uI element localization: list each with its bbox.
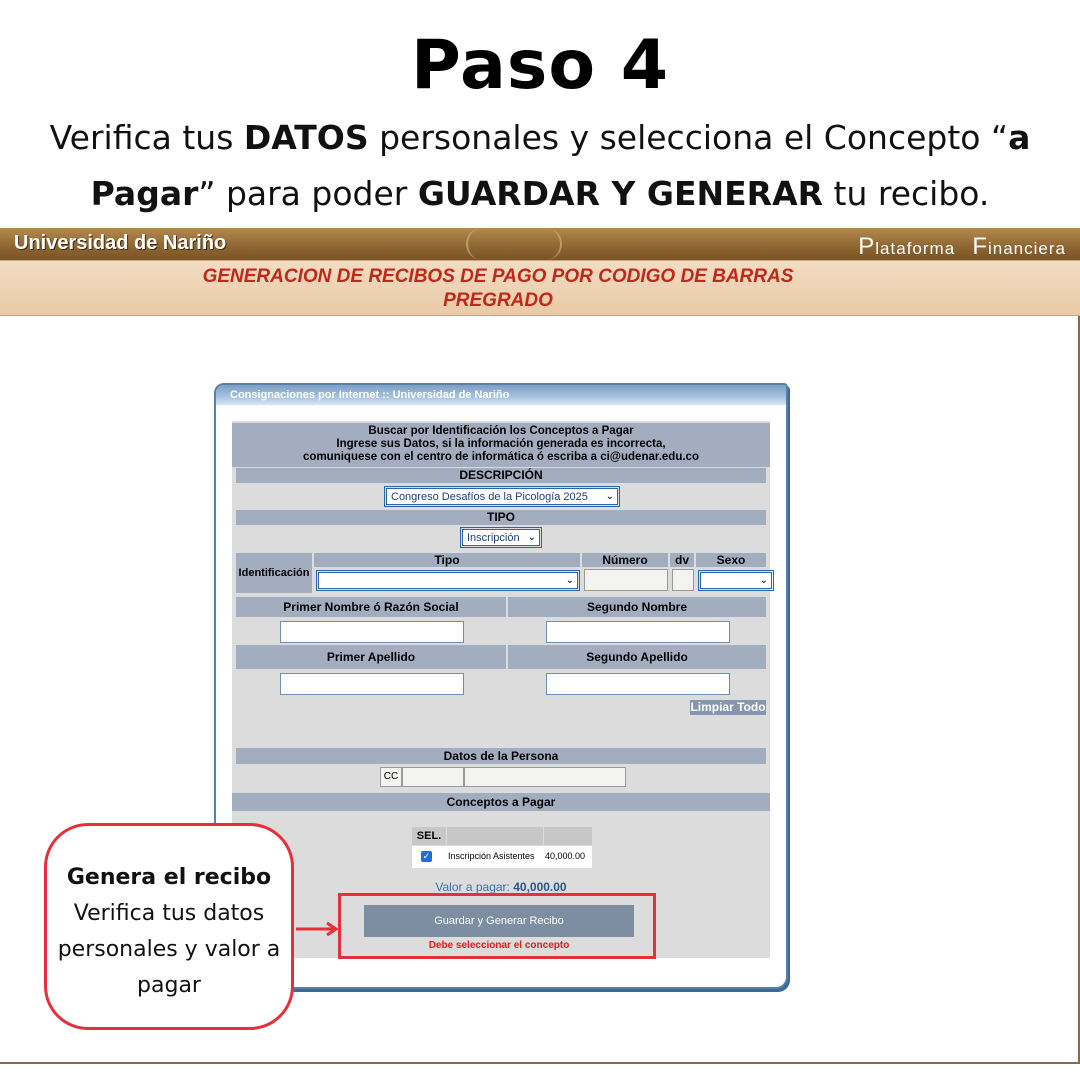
chevron-down-icon: ⌄: [565, 575, 574, 586]
descripcion-select[interactable]: Congreso Desafíos de la Picología 2025 ⌄: [386, 488, 618, 505]
sel-header: SEL.: [412, 827, 446, 845]
window-title: Consignaciones por Internet :: Universidad de Nariño: [216, 385, 786, 405]
concepto-value: 40,000.00: [545, 851, 586, 861]
col-dv: dv: [670, 553, 694, 567]
sexo-select[interactable]: [700, 572, 772, 589]
limpiar-todo-button[interactable]: Limpiar Todo: [690, 700, 766, 714]
col-numero: Número: [582, 553, 668, 567]
doc-type-field: CC: [380, 767, 402, 787]
generation-title-band: [0, 260, 1080, 316]
concept-warning: Debe seleccionar el concepto: [428, 940, 570, 951]
step-title: Paso 4: [410, 26, 670, 105]
callout-line-3: pagar: [137, 973, 201, 998]
segundo-apellido-input[interactable]: [546, 673, 730, 695]
conceptos-label: Conceptos a Pagar: [232, 793, 770, 811]
arrow-right-icon: [296, 922, 340, 936]
id-type-select[interactable]: [318, 572, 578, 589]
portal-banner: [0, 228, 1080, 260]
generation-title: GENERACION DE RECIBOS DE PAGO POR CODIGO DE BARRAS PREGRADO: [202, 266, 794, 311]
concepto-name: Inscripción Asistentes: [448, 851, 535, 861]
descripcion-label: DESCRIPCIÓN: [236, 468, 766, 483]
intro-text: Buscar por Identificación los Conceptos a Pagar Ingrese sus Datos, si la información generada es incorrecta, comuniquese con el centro de informática ó escriba a ci@udenar.edu.co: [232, 423, 770, 467]
doc-number-field[interactable]: [402, 767, 464, 787]
callout-line-2: personales y valor a: [57, 937, 281, 962]
primer-apellido-input[interactable]: [280, 673, 464, 695]
id-dv-input[interactable]: [672, 569, 694, 591]
guardar-generar-button[interactable]: Guardar y Generar Recibo: [364, 905, 634, 937]
university-logo-text[interactable]: Universidad de Nariño: [14, 232, 227, 254]
callout-line-1: Verifica tus datos: [73, 901, 265, 926]
valor-a-pagar: Valor a pagar: 40,000.00: [435, 880, 567, 894]
identificacion-label: Identificación: [236, 553, 312, 593]
platform-title: Plataforma Financiera: [858, 233, 1066, 260]
tipo-label: TIPO: [236, 510, 766, 525]
concepto-checkbox[interactable]: ✓: [422, 851, 431, 861]
primer-apellido-label: Primer Apellido: [236, 645, 506, 669]
chevron-down-icon: ⌄: [527, 532, 536, 543]
chevron-down-icon: ⌄: [605, 491, 614, 502]
primer-nombre-input[interactable]: [280, 621, 464, 643]
concepto-name-header: [447, 827, 543, 845]
datos-persona-label: Datos de la Persona: [236, 748, 766, 764]
concepto-value-header: [544, 827, 592, 845]
person-name-field[interactable]: [464, 767, 626, 787]
col-tipo: Tipo: [314, 553, 580, 567]
col-sexo: Sexo: [696, 553, 766, 567]
primer-nombre-label: Primer Nombre ó Razón Social: [236, 597, 506, 617]
university-seal-icon: [466, 228, 562, 260]
callout-title: Genera el recibo: [66, 865, 272, 890]
segundo-nombre-label: Segundo Nombre: [508, 597, 766, 617]
segundo-apellido-label: Segundo Apellido: [508, 645, 766, 669]
callout-box: [44, 823, 294, 1030]
id-number-input[interactable]: [584, 569, 668, 591]
segundo-nombre-input[interactable]: [546, 621, 730, 643]
tipo-select[interactable]: Inscripción ⌄: [462, 529, 540, 546]
step-description: Verifica tus DATOS personales y selecciona el Concepto “a Pagar” para poder GUARDAR Y GENERAR tu recibo.: [49, 118, 1031, 213]
form-window: [214, 383, 788, 989]
chevron-down-icon: ⌄: [759, 575, 768, 586]
